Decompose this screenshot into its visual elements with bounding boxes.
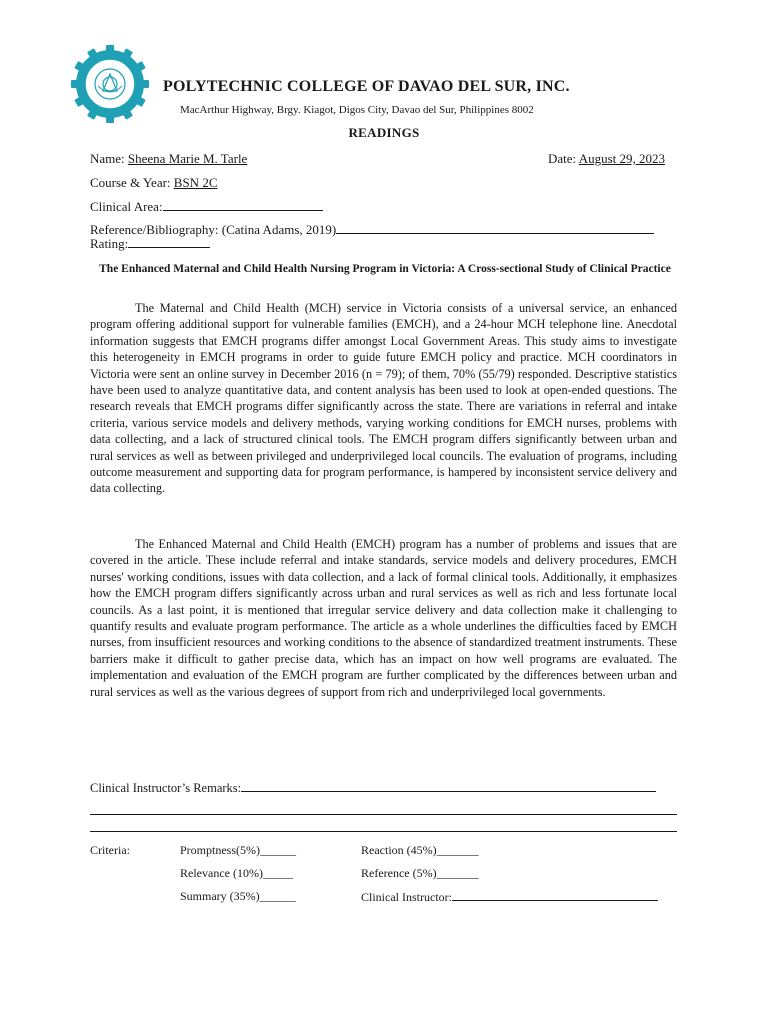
clinical-area-field [90, 199, 323, 215]
date-field [548, 151, 665, 167]
summary-paragraph-2: The Enhanced Maternal and Child Health (EMCH) program has a number of problems and issues that are covered in the article. These include referral and intake standards, service models and delivery procedures, EMCH nurses' working conditions, issues with data collection, and a lack of formal clinical tools. Additionally, it emphasizes how the EMCH program differs significantly across urban and rural services as well as rich and less fortunate local councils. As a last point, it is mentioned that irregular service delivery and data collection make it challenging to quantify results and evaluate program performance. The article as a whole underlines the difficulties faced by EMCH nurses, from insufficient resources and working conditions to the absence of standardized treatment instruments. These barriers make it difficult to gather precise data, which has an impact on how well programs are evaluated. The implementation and evaluation of the EMCH program are further complicated by the differences between urban and rural services as well as the various degrees of support from rich and underprivileged local governments. [90, 537, 677, 699]
remarks-blank [241, 780, 656, 792]
remarks-field [90, 780, 656, 796]
course-label: Course & Year: [90, 175, 171, 190]
criteria-reaction: Reaction (45%)_______ [361, 843, 479, 857]
clinical-area-blank [163, 199, 323, 211]
date-value: August 29, 2023 [578, 151, 666, 166]
course-field [90, 175, 218, 191]
name-field [90, 151, 247, 167]
article-title: The Enhanced Maternal and Child Health Nursing Program in Victoria: A Cross-sectional Study of Clinical Practice [99, 263, 671, 275]
reference-value: (Catina Adams, 2019) [221, 222, 337, 237]
clinical-instructor-label: Clinical Instructor: [361, 890, 452, 904]
clinical-instructor-field [361, 889, 658, 905]
remarks-line-1 [90, 814, 677, 815]
criteria-relevance: Relevance (10%)_____ [180, 866, 293, 880]
college-seal-logo [70, 44, 150, 124]
school-name: POLYTECHNIC COLLEGE OF DAVAO DEL SUR, INC. [163, 78, 570, 95]
course-value: BSN 2C [173, 175, 218, 190]
rating-field [90, 236, 210, 252]
rating-label: Rating: [90, 236, 129, 251]
remarks-line-2 [90, 831, 677, 832]
reference-label: Reference/Bibliography: [90, 222, 219, 237]
name-value: Sheena Marie M. Tarle [127, 151, 248, 166]
criteria-reference: Reference (5%)_______ [361, 866, 479, 880]
criteria-label: Criteria: [90, 843, 130, 857]
form-title: READINGS [348, 125, 420, 140]
name-label: Name: [90, 151, 125, 166]
date-label: Date: [548, 151, 577, 166]
rating-blank [128, 236, 210, 248]
clinical-area-label: Clinical Area: [90, 199, 163, 214]
criteria-promptness: Promptness(5%)______ [180, 843, 296, 857]
remarks-label: Clinical Instructor’s Remarks: [90, 781, 242, 795]
reference-blank [336, 222, 654, 234]
criteria-summary: Summary (35%)______ [180, 889, 296, 903]
summary-paragraph-1: The Maternal and Child Health (MCH) service in Victoria consists of a universal service, an enhanced program offering additional support for vulnerable families (EMCH), and a 24-hour MCH telephone line. Anecdotal information suggests that EMCH programs differ amongst Local Government Areas. This study aims to investigate this heterogeneity in EMCH programs in order to guide future EMCH policy and practice. MCH coordinators in Victoria were sent an online survey in December 2016 (n = 79); of them, 70% (55/79) responded. Descriptive statistics have been used to analyze quantitative data, and content analysis has been used to look at open-ended questions. The research reveals that EMCH programs differ significantly across the state. There are variations in referral and intake criteria, various service models and delivery methods, varying working conditions for EMCH nurses, problems with data collecting, and a lack of structured clinical tools. The EMCH program differs significantly between urban and rural services as well as between privileged and underprivileged local councils. The evaluation of programs, including outcome measurement and supporting data for program performance, is hampered by inconsistent service delivery and data collecting. [90, 301, 677, 496]
clinical-instructor-blank [452, 889, 658, 901]
school-address: MacArthur Highway, Brgy. Kiagot, Digos City, Davao del Sur, Philippines 8002 [180, 104, 534, 116]
